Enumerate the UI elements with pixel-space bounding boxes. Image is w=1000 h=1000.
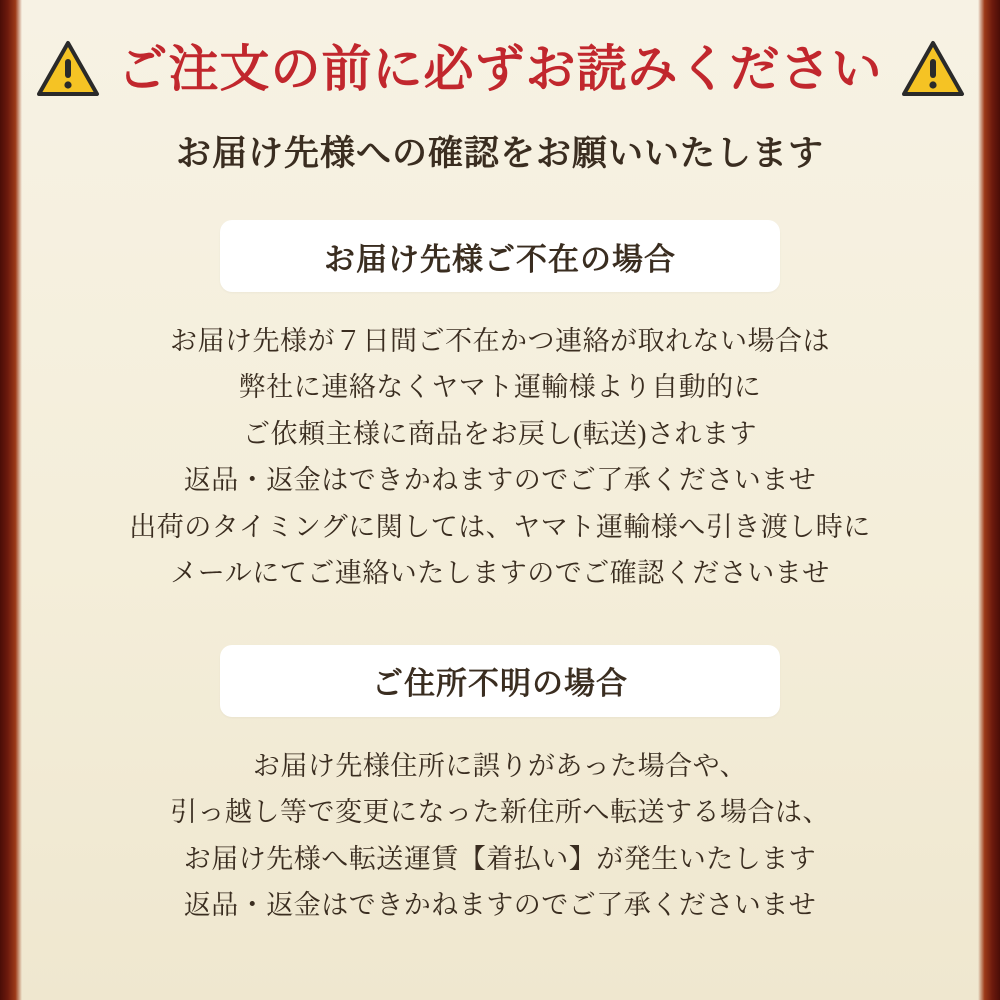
section-header-label: お届け先様ご不在の場合 — [324, 241, 676, 277]
body-line: 返品・返金はできかねますのでご了承くださいませ — [183, 465, 817, 496]
body-line: メールにてご連絡いたしますのでご確認くださいませ — [170, 558, 830, 589]
body-line: 返品・返金はできかねますのでご了承くださいませ — [183, 889, 817, 920]
section-body-unknown-address — [30, 743, 970, 929]
warning-triangle-icon — [36, 40, 100, 98]
section-header-absence — [220, 220, 780, 292]
body-line: ご依頼主様に商品をお戻し(転送)されます — [243, 418, 757, 449]
section-body-absence — [30, 318, 970, 597]
body-line: 出荷のタイミングに関しては、ヤマト運輸様へ引き渡し時に — [129, 511, 871, 542]
body-line: 弊社に連絡なくヤマト運輸様より自動的に — [238, 372, 762, 403]
body-line: お届け先様が７日間ご不在かつ連絡が取れない場合は — [170, 326, 830, 356]
body-line: 引っ越し等で変更になった新住所へ転送する場合は、 — [170, 797, 830, 828]
page-subtitle: お届け先様への確認をお願いいたします — [175, 134, 824, 173]
page-title: ご注文の前に必ずお読みください — [117, 40, 883, 97]
warning-triangle-icon — [901, 40, 965, 98]
title-row — [30, 0, 970, 98]
section-header-label: ご住所不明の場合 — [372, 666, 628, 702]
body-line: お届け先様へ転送運賃【着払い】が発生いたします — [183, 843, 817, 874]
body-line: お届け先様住所に誤りがあった場合や、 — [252, 750, 748, 781]
section-header-unknown-address — [220, 645, 780, 717]
